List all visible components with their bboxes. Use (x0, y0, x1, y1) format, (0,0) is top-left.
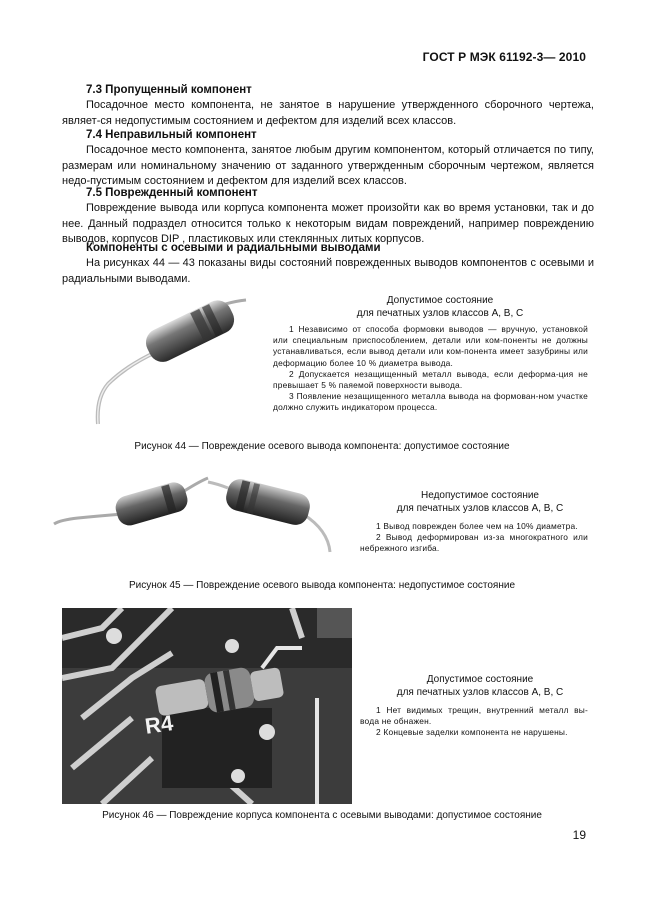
section-heading-7-4: 7.4 Неправильный компонент (86, 129, 257, 141)
figure-46-photo (62, 608, 352, 804)
page-number: 19 (572, 828, 586, 842)
section-heading-7-5: 7.5 Поврежденный компонент (86, 187, 258, 199)
figure-45-note-2: 2 Вывод деформирован из-за многократного или небрежного изгиба. (360, 532, 588, 554)
figure-44-note-1: 1 Независимо от способа формовки выводов — вручную, установкой или специальным приспособлением, детали или ком-поненты не должны устанавливаться, если вывод детали или ком-понента имеет зазубрины или деформацию более 10 % диаметра вывода. (273, 324, 588, 368)
figure-45-status: Недопустимое состояние (421, 490, 539, 501)
figure-45-caption: Рисунок 45 — Повреждение осевого вывода компонента: недопустимое состояние (128, 580, 516, 591)
section-heading-7-3: 7.3 Пропущенный компонент (86, 84, 252, 96)
section-text-7-3: Посадочное место компонента, не занятое в нарушение утвержденного сборочного чертежа, являет-ся недопустимым состоянием и дефектом для изделий всех классов. (62, 99, 594, 127)
figure-44-notes (273, 324, 588, 414)
figure-44-classes: для печатных узлов классов А, В, С (356, 308, 524, 319)
subheading-axial-radial: Компоненты с осевыми и радиальными выводами (86, 242, 381, 254)
figure-44-status: Допустимое состояние (386, 295, 494, 306)
figure-46-photo-label: R4 (143, 710, 175, 739)
figure-46-caption: Рисунок 46 — Повреждение корпуса компонента с осевыми выводами: допустимое состояние (102, 810, 542, 821)
figure-46-classes: для печатных узлов классов А, В, С (396, 687, 564, 698)
figure-44-caption: Рисунок 44 — Повреждение осевого вывода компонента: допустимое состояние (134, 441, 510, 452)
figure-44-note-2: 2 Допускается незащищенный металл вывода, если деформа-ция не превышает 5 % паяемой поверхности вывода. (273, 368, 588, 391)
figure-46-note-2: 2 Концевые заделки компонента не нарушены. (376, 727, 568, 738)
figure-45-classes: для печатных узлов классов А, В, С (396, 503, 564, 514)
figure-45-note-1: 1 Вывод поврежден более чем на 10% диаметра. (376, 521, 578, 531)
figure-44-image (86, 292, 256, 432)
document-header: ГОСТ Р МЭК 61192-3— 2010 (422, 50, 586, 64)
figure-46-status: Допустимое состояние (426, 674, 534, 685)
figure-45-notes (360, 521, 588, 555)
figure-44-note-3: 3 Появление незащищенного металла вывода на формован-ном участке должно служить индикатором процесса. (273, 391, 588, 413)
intro-text: На рисунках 44 — 43 показаны виды состояний поврежденных выводов компонентов с осевыми и радиальными выводами. (62, 257, 594, 285)
figure-46-notes (360, 705, 588, 739)
figure-45-image (48, 470, 358, 562)
figure-46-note-1: 1 Нет видимых трещин, внутренний металл вы-вода не обнажен. (360, 705, 588, 727)
section-text-7-5: Повреждение вывода или корпуса компонента может произойти как во время установки, так и до нее. Данный подраздел относится только к некоторым видам повреждений, например повреждению выводов, корпусов DIP , пластиковых или стеклянных литых корпусов. (62, 202, 594, 245)
section-text-7-4: Посадочное место компонента, занятое любым другим компонентом, который отличается по типу, размерам или номинальному значению от заданного утвержденным сборочным чертежом, является недо-пустимым состоянием и дефектом для изделий всех классов. (62, 144, 594, 187)
